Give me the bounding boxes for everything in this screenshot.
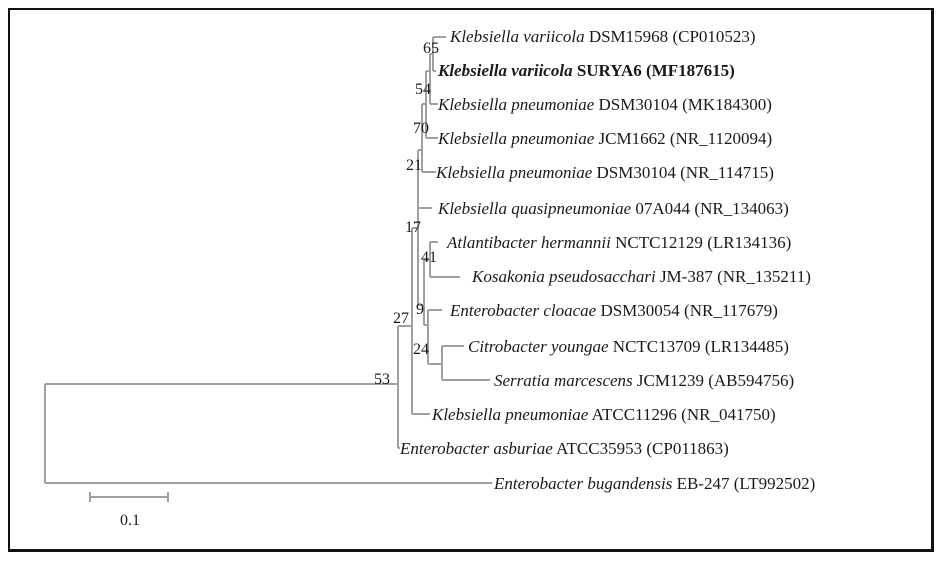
strain-id: JM-387	[659, 267, 713, 286]
accession-id: (NR_117679)	[684, 301, 778, 320]
strain-id: NCTC13709	[612, 337, 701, 356]
accession-id: (LR134136)	[707, 233, 792, 252]
leaf-label	[450, 28, 756, 45]
species-name: Klebsiella quasipneumoniae	[438, 199, 632, 218]
strain-id: ATCC35953	[556, 439, 643, 458]
strain-id: NCTC12129	[615, 233, 703, 252]
leaf-label	[438, 130, 772, 147]
leaf-label	[432, 406, 776, 423]
strain-id: JCM1239	[636, 371, 704, 390]
species-name: Klebsiella variicola	[450, 27, 585, 46]
bootstrap-value: 53	[374, 371, 390, 388]
accession-id: (MK184300)	[682, 95, 772, 114]
leaf-label	[472, 268, 811, 285]
species-name: Klebsiella variicola	[438, 61, 573, 80]
species-name: Enterobacter bugandensis	[494, 474, 673, 493]
bootstrap-value: 27	[393, 310, 409, 327]
leaf-label	[468, 338, 789, 355]
bootstrap-value: 65	[423, 40, 439, 57]
species-name: Serratia marcescens	[494, 371, 633, 390]
species-name: Klebsiella pneumoniae	[432, 405, 589, 424]
bootstrap-value: 24	[413, 341, 429, 358]
strain-id: EB-247	[676, 474, 730, 493]
accession-id: (MF187615)	[645, 61, 735, 80]
strain-id: ATCC11296	[591, 405, 677, 424]
strain-id: DSM15968	[588, 27, 669, 46]
species-name: Citrobacter youngae	[468, 337, 609, 356]
leaf-label	[494, 372, 794, 389]
bootstrap-value: 17	[405, 219, 421, 236]
species-name: Klebsiella pneumoniae	[438, 95, 595, 114]
strain-id: DSM30104	[598, 95, 678, 114]
species-name: Klebsiella pneumoniae	[438, 129, 595, 148]
strain-id: JCM1662	[598, 129, 666, 148]
strain-id: 07A044	[635, 199, 691, 218]
accession-id: (CP010523)	[672, 27, 756, 46]
accession-id: (NR_1120094)	[669, 129, 773, 148]
bootstrap-value: 9	[416, 301, 424, 318]
species-name: Enterobacter asburiae	[400, 439, 553, 458]
leaf-label	[400, 440, 729, 457]
leaf-label	[447, 234, 791, 251]
leaf-label	[450, 302, 778, 319]
accession-id: (NR_041750)	[681, 405, 776, 424]
species-name: Kosakonia pseudosacchari	[472, 267, 656, 286]
accession-id: (AB594756)	[708, 371, 795, 390]
species-name: Enterobacter cloacae	[450, 301, 597, 320]
bootstrap-value: 41	[421, 249, 437, 266]
scale-bar-label: 0.1	[120, 512, 140, 529]
leaf-label	[438, 200, 789, 217]
bootstrap-value: 21	[406, 157, 422, 174]
accession-id: (NR_134063)	[694, 199, 789, 218]
leaf-label	[438, 96, 772, 113]
species-name: Atlantibacter hermannii	[447, 233, 611, 252]
accession-id: (NR_135211)	[717, 267, 811, 286]
leaf-label-highlighted	[438, 62, 735, 79]
bootstrap-value: 70	[413, 120, 429, 137]
strain-id: DSM30104	[596, 163, 676, 182]
species-name: Klebsiella pneumoniae	[436, 163, 593, 182]
accession-id: (LR134485)	[704, 337, 789, 356]
leaf-label	[494, 475, 815, 492]
accession-id: (LT992502)	[733, 474, 816, 493]
accession-id: (CP011863)	[646, 439, 729, 458]
strain-id: DSM30054	[600, 301, 680, 320]
leaf-label	[436, 164, 774, 181]
accession-id: (NR_114715)	[680, 163, 774, 182]
strain-id: SURYA6	[576, 61, 642, 80]
bootstrap-value: 54	[415, 81, 431, 98]
